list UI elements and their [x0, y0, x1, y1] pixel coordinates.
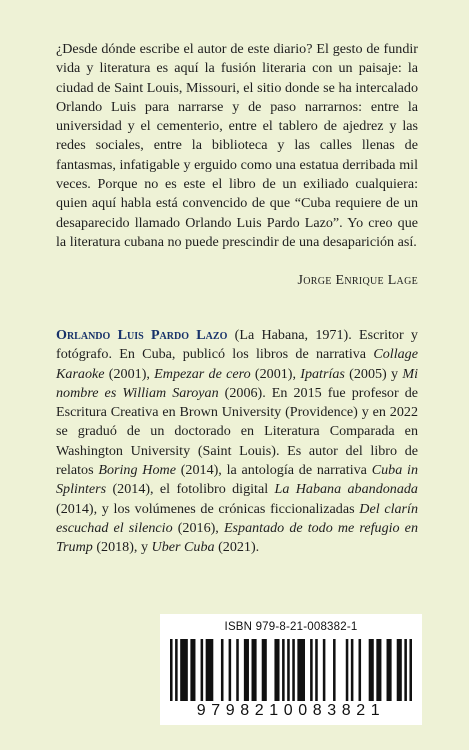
- barcode-bar: [170, 639, 173, 701]
- book-title: Collage Karaoke: [56, 346, 418, 382]
- barcode-bar: [236, 639, 239, 701]
- barcode-bar: [229, 639, 232, 701]
- barcode-icon: [170, 639, 412, 701]
- barcode-bar: [333, 639, 336, 701]
- barcode-bar: [297, 639, 305, 701]
- barcode-bar: [409, 639, 412, 701]
- barcode-bar: [244, 639, 249, 701]
- book-title: Ipatrías: [300, 365, 345, 382]
- isbn-label: ISBN 979-8-21-008382-1: [224, 621, 358, 633]
- bio-text: (2014), la antología de narrativa: [175, 462, 372, 479]
- barcode-digits: 9798210083821: [196, 702, 386, 719]
- book-title: Espantado de todo me refugio en Trump: [56, 519, 418, 556]
- barcode-bar: [201, 639, 204, 701]
- barcode-bar: [387, 639, 392, 701]
- bio-text: (2016),: [172, 519, 224, 536]
- blurb-signature: Jorge Enrique Lage: [297, 273, 418, 288]
- barcode-bar: [262, 639, 267, 701]
- bio-text: (2018), y: [92, 539, 152, 556]
- barcode-bar: [252, 639, 257, 701]
- barcode-bar: [351, 639, 354, 701]
- book-title: Mi nombre es William Saroyan: [56, 365, 418, 401]
- author-name: Orlando Luis Pardo Lazo: [56, 327, 228, 343]
- barcode-bar: [282, 639, 285, 701]
- barcode-bar: [397, 639, 402, 701]
- barcode-bar: [287, 639, 290, 701]
- book-title: Uber Cuba: [151, 539, 215, 556]
- bio-text: (2001),: [104, 365, 155, 382]
- barcode-bar: [346, 639, 349, 701]
- barcode-bar: [180, 639, 188, 701]
- barcode-bar: [221, 639, 224, 701]
- barcode-bar: [310, 639, 313, 701]
- isbn-barcode-box: [160, 614, 422, 725]
- author-bio: [56, 326, 418, 558]
- bio-text: (2014), y los volúmenes de crónicas ficcionalizadas: [56, 500, 360, 517]
- barcode-bar: [315, 639, 318, 701]
- book-title: Empezar de cero: [154, 365, 251, 382]
- back-cover-blurb: ¿Desde dónde escribe el autor de este diario? El gesto de fundir vida y literatura es aquí la fusión literaria con un paisaje: la ciudad de Saint Louis, Missouri, el sitio donde se ha intercalado Orlando Luis para narrarse y de paso narrarnos: entre la universidad y el cementerio, entre el tablero de ajedrez y las redes sociales, entre la biblioteca y las calles llenas de fantasmas, infatigable y erguido como una estatua derribada mil veces. Porque no es este el libro de un exiliado cualquiera: quien aquí habla está convencido de que “Cuba requiere de un desaparecido llamado Orlando Luis Pardo Lazo”. Yo creo que la literatura cubana no puede prescindir de una desaparición así.: [56, 41, 418, 250]
- bio-text: (La Habana, 1971). Escritor y fotógrafo. En Cuba, publicó los libros de narrativa: [56, 327, 418, 363]
- barcode-bar: [190, 639, 195, 701]
- barcode-bar: [376, 639, 381, 701]
- bio-text: (2021).: [214, 539, 260, 556]
- book-title: Cuba in Splinters: [56, 462, 418, 498]
- bio-text: (2005) y: [344, 365, 403, 382]
- barcode-bar: [292, 639, 295, 701]
- barcode-bar: [175, 639, 178, 701]
- bio-text: (2014), el fotolibro digital: [106, 481, 275, 498]
- barcode-bar: [274, 639, 279, 701]
- book-title: Del clarín escuchad el silencio: [56, 500, 418, 536]
- book-title: La Habana abandonada: [274, 481, 418, 498]
- book-title: Boring Home: [98, 462, 176, 479]
- barcode-bar: [369, 639, 374, 701]
- barcode-bar: [206, 639, 214, 701]
- barcode-bar: [404, 639, 407, 701]
- bio-text: (2001),: [250, 365, 301, 382]
- bio-text: (2006). En 2015 fue profesor de Escritura Creativa en Brown University (Providence) y en 2022 se graduó de un doctorado en Literatura Comparada en Washington University (Saint Louis). Es autor del libro de relatos: [56, 384, 418, 479]
- barcode-bar: [323, 639, 326, 701]
- barcode-bar: [359, 639, 362, 701]
